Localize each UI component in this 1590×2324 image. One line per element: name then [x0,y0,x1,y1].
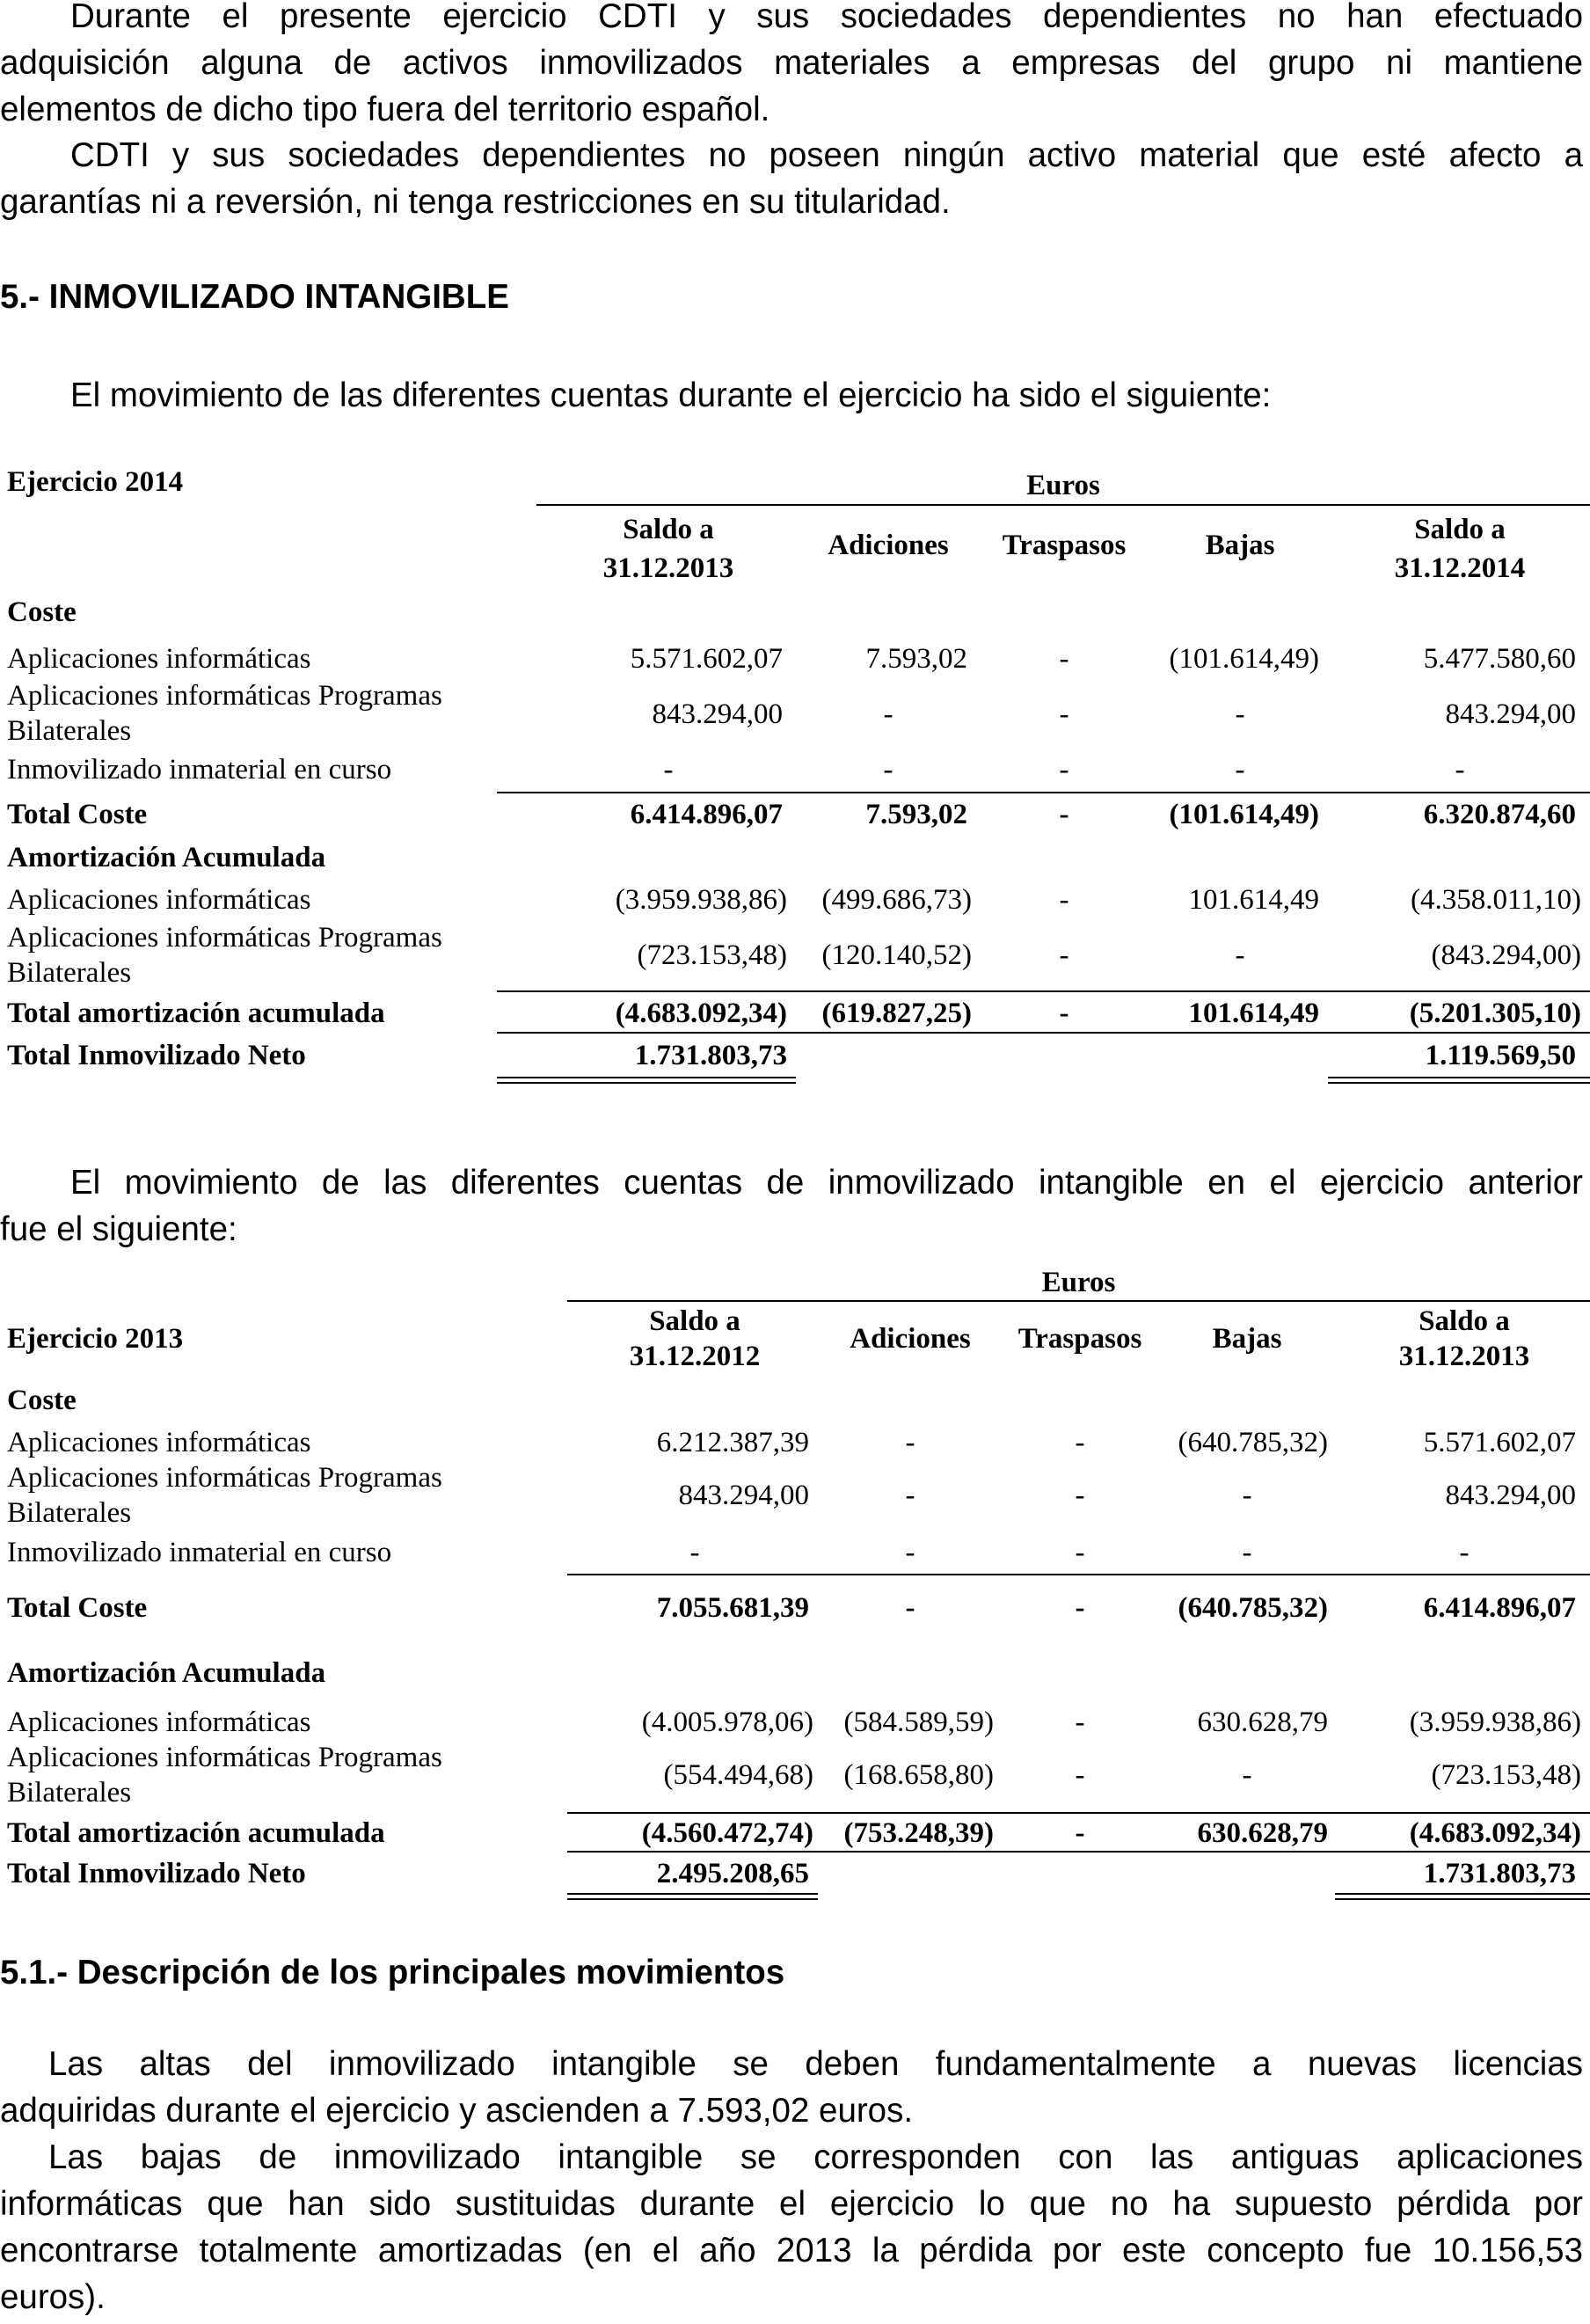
row-label: Inmovilizado inmaterial en curso [7,1537,392,1568]
intro-paragraph-1 [0,0,1583,133]
subtotal-rule [567,1851,1590,1853]
header-rule [536,504,1590,506]
subtotal-rule [567,1574,1590,1575]
cell-value: 5.477.580,60 [1423,643,1576,675]
double-rule [567,1893,818,1900]
cell-value: - [1235,754,1245,786]
text-line: encontrarse totalmente amortizadas (en el año 2013 la pérdida por este concepto fue 10.156,53 [0,2232,1583,2269]
prev-year-intro [0,1159,1583,1253]
cell-value: - [1235,939,1245,971]
col-header-saldo-inicial: Saldo a 31.12.2013 [602,514,734,584]
cell-value: 2.495.208,65 [656,1858,809,1889]
row-label-total-neto: Total Inmovilizado Neto [7,1858,306,1889]
cell-value: - [1059,799,1069,830]
cell-value: (723.153,48) [1431,1759,1581,1791]
cell-value: - [1459,1537,1470,1568]
cell-value: - [905,1592,915,1624]
cell-value: (5.201.305,10) [1409,998,1581,1029]
cell-value: 843.294,00 [1445,1480,1576,1511]
text-line: adquiridas durante el ejercicio y ascienden a 7.593,02 euros. [0,2092,914,2130]
row-label: Bilaterales [7,715,132,747]
col-header-saldo-inicial: Saldo a 31.12.2012 [629,1305,761,1372]
cell-value: - [1075,1759,1085,1791]
cell-value: (168.658,80) [843,1759,994,1791]
cell-value: (723.153,48) [637,939,787,971]
group-label-amortizacion: Amortización Acumulada [7,842,326,873]
row-label-total-coste: Total Coste [7,799,148,830]
subtotal-rule [497,792,1590,793]
cell-value: 843.294,00 [678,1480,809,1511]
cell-value: - [1059,998,1069,1029]
table-title: Ejercicio 2014 [7,466,184,498]
text-line: El movimiento de las diferentes cuentas durante el ejercicio ha sido el siguiente: [70,376,1272,414]
intro-paragraph-2 [0,132,1583,225]
col-header-traspasos: Traspasos [1002,530,1127,561]
cell-value: - [1075,1537,1085,1568]
currency-header: Euros [1026,470,1100,501]
cell-value: 101.614,49 [1188,884,1319,916]
cell-value: - [1059,884,1069,916]
text-line: euros). [0,2278,106,2316]
double-rule [497,1077,796,1084]
cell-value: - [1059,939,1069,971]
cell-value: (101.614,49) [1169,643,1319,675]
cell-value: - [1059,698,1069,730]
cell-value: - [1235,698,1245,730]
cell-value: - [1075,1480,1085,1511]
cell-value: 6.414.896,07 [630,799,783,830]
text-line: elementos de dicho tipo fuera del territorio español. [0,91,770,128]
cell-value: (619.827,25) [821,998,972,1029]
cell-value: 843.294,00 [1445,698,1576,730]
cell-value: - [1059,643,1069,675]
text-line: Las altas del inmovilizado intangible se deben fundamentalmente a nuevas licencias [48,2045,1583,2083]
row-label: Inmovilizado inmaterial en curso [7,754,392,786]
cell-value: (554.494,68) [663,1759,813,1791]
cell-value: 5.571.602,07 [630,643,783,675]
cell-value: - [1242,1537,1252,1568]
text-line: informáticas que han sido sustituidas durante el ejercicio lo que no ha supuesto pérdida por [0,2185,1583,2223]
group-label-coste: Coste [7,596,77,628]
cell-value: - [1075,1592,1085,1624]
row-label: Aplicaciones informáticas Programas [7,680,442,712]
cell-value: - [1242,1759,1252,1791]
text-line: fue el siguiente: [0,1210,237,1248]
cell-value: (499.686,73) [821,884,972,916]
currency-header: Euros [1041,1267,1116,1298]
cell-value: (584.589,59) [843,1706,994,1738]
subtotal-rule [567,1812,1590,1814]
cell-value: 6.212.387,39 [656,1427,809,1458]
row-label: Aplicaciones informáticas [7,643,311,675]
row-label-total-amortizacion: Total amortización acumulada [7,998,385,1029]
row-label: Aplicaciones informáticas [7,884,311,916]
row-label-total-neto: Total Inmovilizado Neto [7,1040,306,1071]
row-label: Aplicaciones informáticas [7,1427,311,1458]
cell-value: 6.320.874,60 [1423,799,1576,830]
cell-value: - [1075,1706,1085,1738]
group-label-coste: Coste [7,1385,77,1416]
col-header-adiciones: Adiciones [850,1323,971,1355]
cell-value: - [905,1427,915,1458]
closing-paragraph-2 [0,2134,1583,2320]
cell-value: 843.294,00 [652,698,783,730]
row-label-total-coste: Total Coste [7,1592,148,1624]
row-label: Bilaterales [7,957,132,989]
cell-value: (843.294,00) [1431,939,1581,971]
cell-value: - [1075,1817,1085,1849]
cell-value: - [1242,1480,1252,1511]
text-line: adquisición alguna de activos inmovilizados materiales a empresas del grupo ni mantiene [0,44,1583,82]
cell-value: (120.140,52) [821,939,972,971]
cell-value: (640.785,32) [1178,1592,1328,1624]
group-label-amortizacion: Amortización Acumulada [7,1657,326,1689]
cell-value: (640.785,32) [1178,1427,1328,1458]
text-line: Las bajas de inmovilizado intangible se corresponden con las antiguas aplicaciones [48,2138,1583,2176]
section-heading: 5.- INMOVILIZADO INTANGIBLE [0,278,509,316]
table-title: Ejercicio 2013 [7,1323,184,1355]
header-rule [567,1300,1590,1302]
closing-paragraph-1 [0,2041,1583,2134]
subsection-heading: 5.1.- Descripción de los principales movimientos [0,1954,785,1991]
cell-value: - [883,698,893,730]
cell-value: (4.683.092,34) [1409,1817,1581,1849]
col-header-saldo-final: Saldo a 31.12.2013 [1398,1305,1530,1372]
col-header-adiciones: Adiciones [828,530,949,561]
row-label: Bilaterales [7,1777,132,1809]
row-label-total-amortizacion: Total amortización acumulada [7,1817,385,1849]
col-header-traspasos: Traspasos [1017,1323,1142,1355]
cell-value: 7.055.681,39 [656,1592,809,1624]
cell-value: 7.593,02 [865,643,967,675]
row-label: Aplicaciones informáticas Programas [7,1462,442,1494]
cell-value: - [883,754,893,786]
text-line: Durante el presente ejercicio CDTI y sus sociedades dependientes no han efectuado [70,0,1583,35]
cell-value: - [689,1537,700,1568]
col-header-bajas: Bajas [1205,530,1275,561]
cell-value: (3.959.938,86) [1409,1706,1581,1738]
cell-value: 630.628,79 [1197,1817,1328,1849]
row-label: Aplicaciones informáticas Programas [7,1742,442,1773]
cell-value: (4.560.472,74) [641,1817,813,1849]
cell-value: (753.248,39) [843,1817,994,1849]
row-label: Aplicaciones informáticas [7,1706,311,1738]
cell-value: 1.119.569,50 [1425,1040,1576,1071]
cell-value: - [905,1537,915,1568]
row-label: Bilaterales [7,1497,132,1529]
cell-value: - [663,754,674,786]
cell-value: - [1059,754,1069,786]
row-label: Aplicaciones informáticas Programas [7,922,442,954]
cell-value: (4.005.978,06) [641,1706,813,1738]
text-line: garantías ni a reversión, ni tenga restricciones en su titularidad. [0,183,951,221]
cell-value: 1.731.803,73 [1423,1858,1576,1889]
col-header-saldo-final: Saldo a 31.12.2014 [1394,514,1526,584]
cell-value: (3.959.938,86) [615,884,787,916]
text-line: CDTI y sus sociedades dependientes no poseen ningún activo material que esté afecto a [70,136,1583,174]
cell-value: 5.571.602,07 [1423,1427,1576,1458]
cell-value: (4.683.092,34) [615,998,787,1029]
cell-value: - [1455,754,1465,786]
cell-value: (101.614,49) [1169,799,1319,830]
subtotal-rule [497,1032,1590,1034]
section-intro [70,372,1583,419]
cell-value: 7.593,02 [865,799,967,830]
double-rule [1335,1893,1590,1900]
cell-value: - [1075,1427,1085,1458]
text-line: El movimiento de las diferentes cuentas de inmovilizado intangible en el ejercicio anterior [70,1164,1583,1202]
cell-value: 6.414.896,07 [1423,1592,1576,1624]
double-rule [1328,1077,1590,1084]
cell-value: 630.628,79 [1197,1706,1328,1738]
cell-value: 1.731.803,73 [634,1040,787,1071]
cell-value: (4.358.011,10) [1410,884,1581,916]
cell-value: 101.614,49 [1188,998,1319,1029]
col-header-bajas: Bajas [1212,1323,1282,1355]
subtotal-rule [497,990,1590,992]
cell-value: - [905,1480,915,1511]
